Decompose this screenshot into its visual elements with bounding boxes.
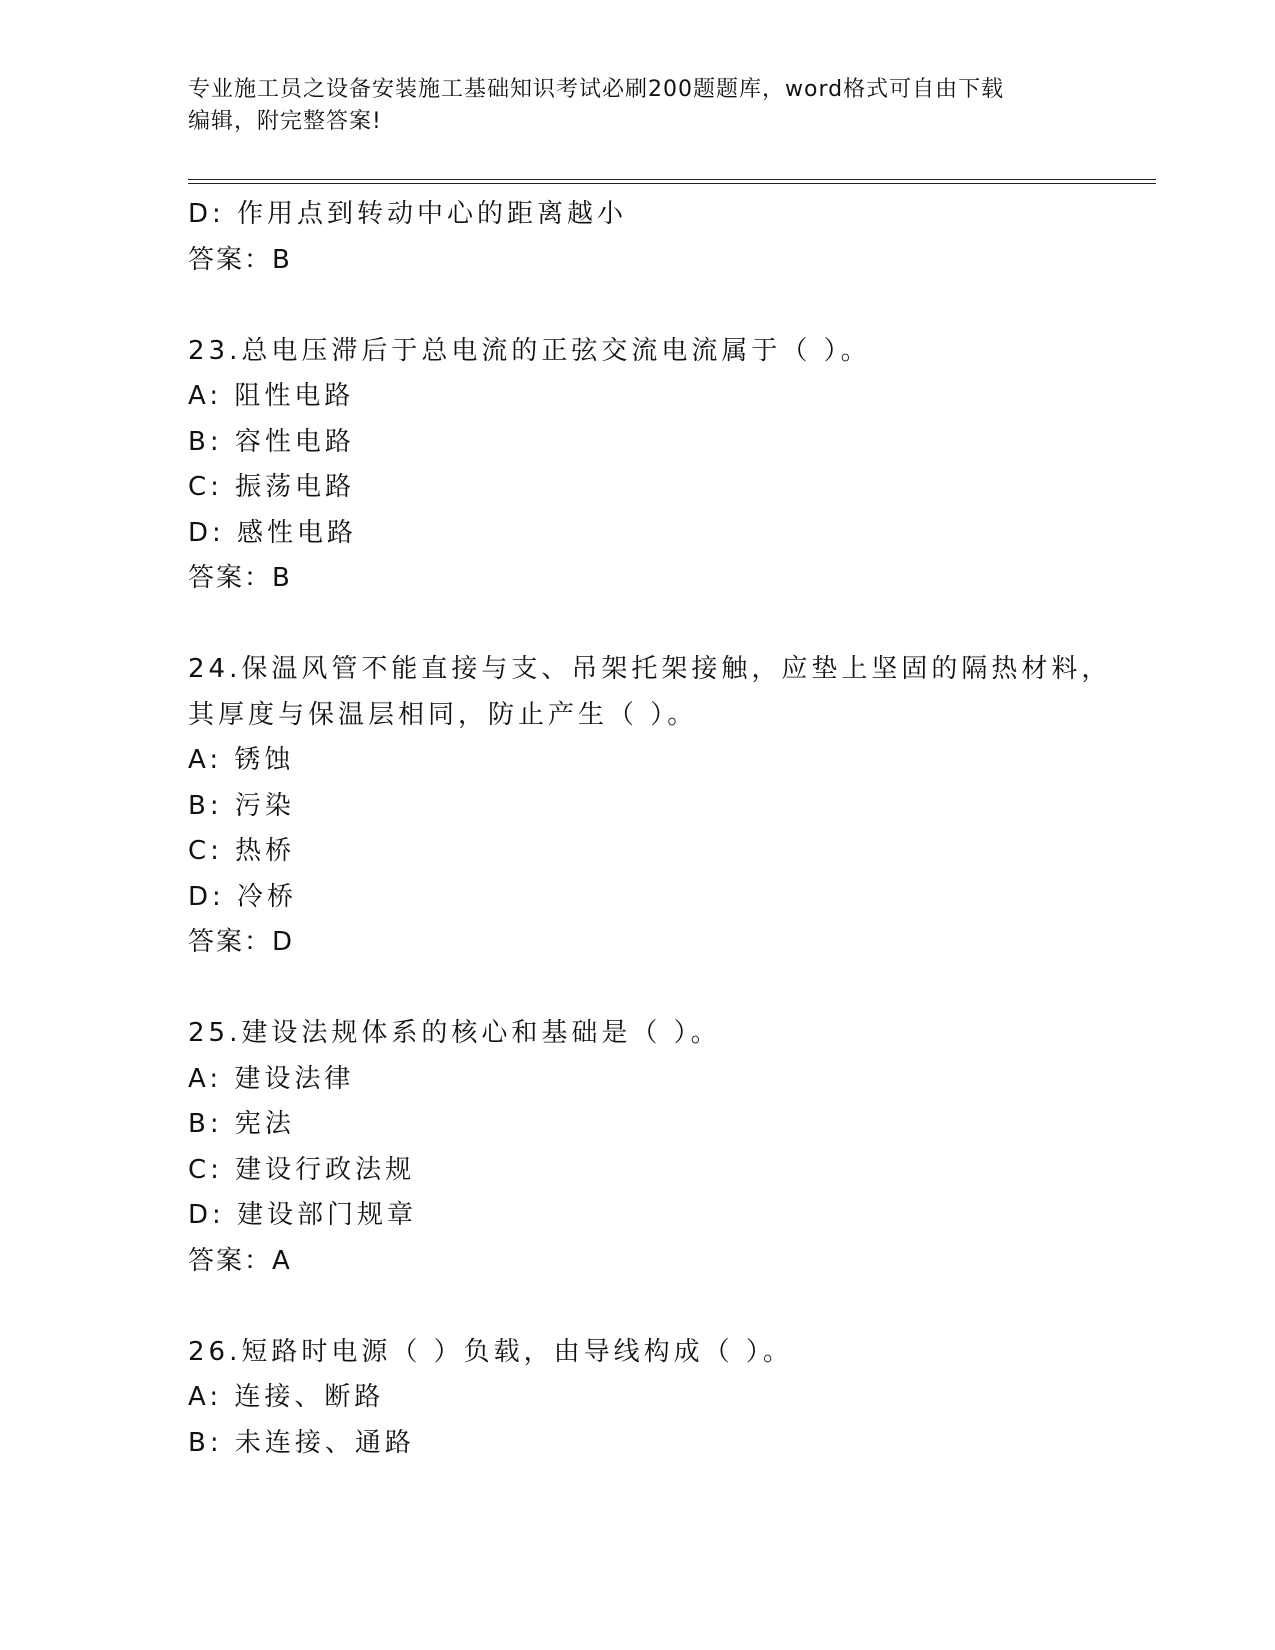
option-c: C: 建设行政法规 xyxy=(188,1154,416,1185)
option-d: D: 冷桥 xyxy=(188,881,298,912)
spacer xyxy=(188,283,1088,329)
option-b: B: 宪法 xyxy=(188,1109,295,1139)
question-25 xyxy=(188,1011,1088,1284)
header-divider-bottom xyxy=(188,183,1156,184)
option-a: A: 建设法律 xyxy=(188,1063,355,1094)
answer-line: 答案：B xyxy=(188,563,292,593)
option-a: A: 阻性电路 xyxy=(188,381,355,411)
question-title-line-1: 24.保温风管不能直接与支、吊架托架接触，应垫上坚固的隔热材料， xyxy=(188,654,1112,684)
answer-line: 答案：A xyxy=(188,1245,292,1276)
option-d: D: 建设部门规章 xyxy=(188,1200,418,1230)
question-26 xyxy=(188,1330,1088,1467)
option-a: A: 连接、断路 xyxy=(188,1382,385,1412)
option-d: D: 作用点到转动中心的距离越小 xyxy=(188,199,628,229)
option-d: D: 感性电路 xyxy=(188,517,358,548)
question-title: 26.短路时电源（ ）负载，由导线构成（ ）。 xyxy=(188,1336,793,1367)
option-c: C: 热桥 xyxy=(188,836,296,866)
option-c: C: 振荡电路 xyxy=(188,472,356,502)
question-24 xyxy=(188,647,1112,966)
spacer xyxy=(188,966,1088,1012)
option-b: B: 容性电路 xyxy=(188,426,355,457)
spacer xyxy=(188,602,1088,648)
answer-line: 答案：D xyxy=(188,927,295,957)
header-title-line-1: 专业施工员之设备安装施工基础知识考试必刷200题题库，word格式可自由下载 xyxy=(188,77,1005,102)
header-title-line-2: 编辑，附完整答案! xyxy=(188,109,382,134)
question-title: 23.总电压滞后于总电流的正弦交流电流属于（ ）。 xyxy=(188,335,871,366)
document-body xyxy=(188,192,1112,1466)
spacer xyxy=(188,1284,1088,1330)
option-b: B: 污染 xyxy=(188,790,295,821)
document-header xyxy=(188,74,1088,138)
question-23 xyxy=(188,329,1088,602)
question-title: 25.建设法规体系的核心和基础是（ ）。 xyxy=(188,1018,721,1048)
answer-line: 答案：B xyxy=(188,244,292,275)
header-divider-top xyxy=(188,179,1156,180)
option-a: A: 锈蚀 xyxy=(188,745,295,775)
option-b: B: 未连接、通路 xyxy=(188,1427,415,1458)
question-title-line-2: 其厚度与保温层相同，防止产生（ ）。 xyxy=(188,699,698,730)
